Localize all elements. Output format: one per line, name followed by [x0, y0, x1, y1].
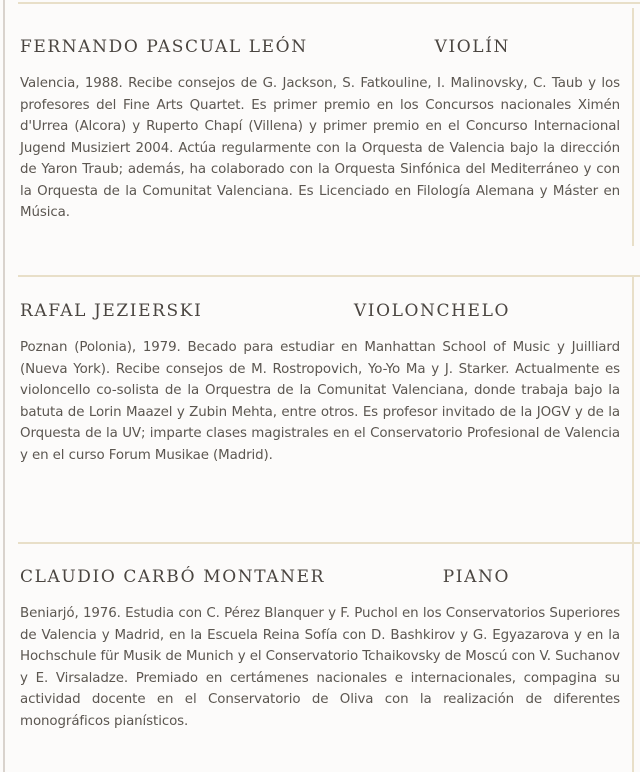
musician-section-piano — [20, 567, 620, 732]
musician-heading — [20, 567, 620, 593]
musician-name: RAFAL JEZIERSKI — [20, 301, 203, 321]
musician-instrument: VIOLÍN — [434, 37, 510, 57]
section-divider — [18, 275, 640, 277]
musician-heading — [20, 301, 620, 327]
musician-instrument: VIOLONCHELO — [353, 301, 510, 321]
musician-section-violin — [20, 37, 620, 224]
musician-bio: Beniarjó, 1976. Estudia con C. Pérez Blanquer y F. Puchol en los Conservatorios Superiores de Valencia y Madrid, en la Escuela Reina Sofía con D. Bashkirov y G. Egyazarova y en la Hochschule für Musik de Munich y el Conservatorio Tchaikovsky de Moscú con V. Suchanov y E. Virsaladze. Premiado en certámenes nacionales e internacionales, compagina su actividad docente en el Conservatorio de Oliva con la realización de diferentes monográficos pianísticos. — [20, 606, 620, 729]
top-divider — [18, 2, 640, 4]
musician-name: FERNANDO PASCUAL LEÓN — [20, 37, 308, 57]
section-1-right-rule — [632, 8, 634, 246]
musician-bio: Valencia, 1988. Recibe consejos de G. Jackson, S. Fatkouline, I. Malinovsky, C. Taub y los profesores del Fine Arts Quartet. Es primer premio en los Concursos nacionales Ximén d'Urrea (Alcora) y Ruperto Chapí (Villena) y primer premio en el Concurso Internacional Jugend Musiziert 2004. Actúa regularmente con la Orquesta de Valencia bajo la dirección de Yaron Traub; además, ha colaborado con la Orquesta Sinfónica del Mediterráneo y con la Orquesta de la Comunitat Valenciana. Es Licenciado en Filología Alemana y Máster en Música. — [20, 76, 620, 220]
musician-instrument: PIANO — [442, 567, 510, 587]
left-border — [3, 0, 5, 772]
section-divider — [18, 542, 640, 544]
musician-name: CLAUDIO CARBÓ MONTANER — [20, 567, 326, 587]
section-3-right-rule — [632, 544, 634, 772]
musician-section-cello — [20, 301, 620, 466]
musician-heading — [20, 37, 620, 63]
musician-bio: Poznan (Polonia), 1979. Becado para estudiar en Manhattan School of Music y Juilliard (Nueva York). Recibe consejos de M. Rostropovich, Yo-Yo Ma y J. Starker. Actualmente es violoncello co-solista de la Orquestra de la Comunitat Valenciana, donde trabaja bajo la batuta de Lorin Maazel y Zubin Mehta, entre otros. Es profesor invitado de la JOGV y de la Orquesta de la UV; imparte clases magistrales en el Conservatorio Profesional de Valencia y en el curso Forum Musikae (Madrid). — [20, 340, 620, 463]
section-2-right-rule — [632, 277, 634, 542]
